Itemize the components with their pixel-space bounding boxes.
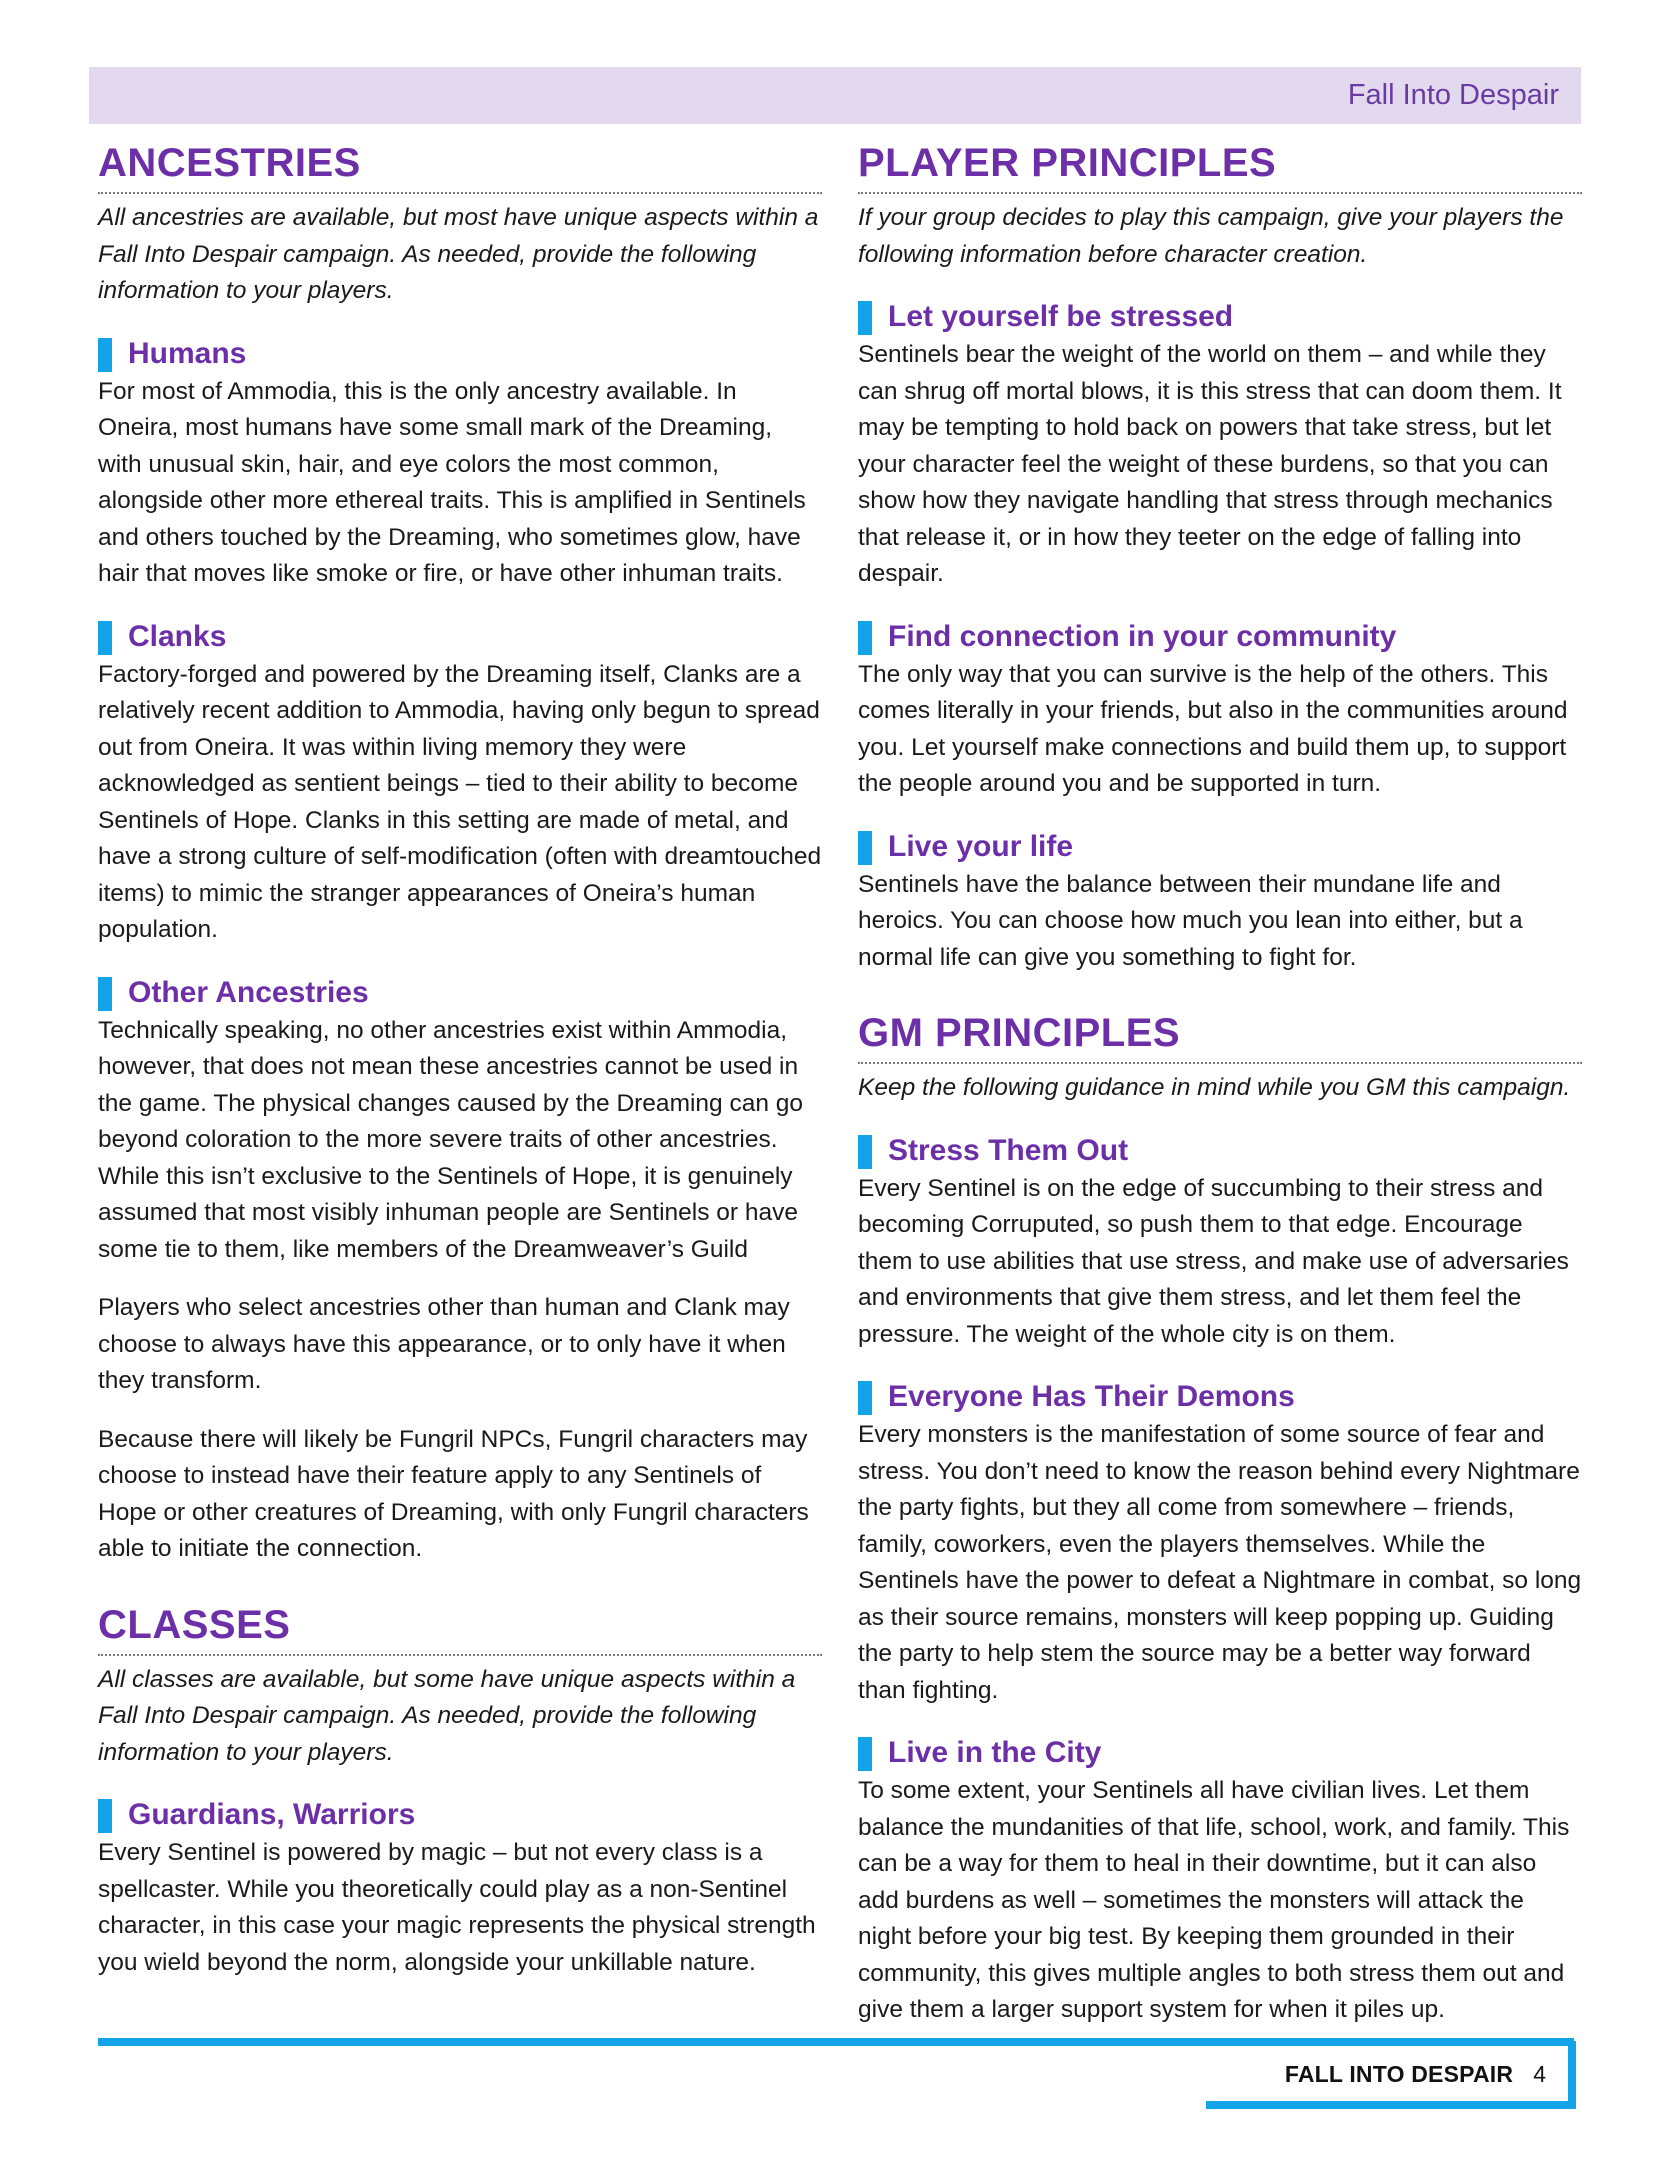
classes-heading: CLASSES [98,1598,822,1656]
heading-bar [858,1381,872,1415]
live-city-body: To some extent, your Sentinels all have civilian lives. Let them balance the mundanities of that life, school, work, and family. This can be a way for them to heal in their downtime, but it can also add burdens as well – sometimes the monsters will attack the night before your big test. By keeping them grounded in their community, this gives multiple angles to both stress them out and give them a larger support system for when it piles up. [858,1777,1570,2023]
other-ancestries-body-1: Technically speaking, no other ancestries exist within Ammodia, however, that does not mean these ancestries cannot be used in the game. The physical changes caused by the Dreaming can go beyond coloration to the more severe traits of other ancestries. While this isn’t exclusive to the Sentinels of Hope, it is genuinely assumed that most visibly inhuman people are Sentinels or have some tie to them, like members of the Dreamweaver’s Guild [98,1016,804,1263]
humans-heading [98,334,822,374]
right-column [858,136,1582,2029]
live-life-body: Sentinels have the balance between their mundane life and heroics. You can choose how much you lean into either, but a normal life can give you something to fight for. [858,870,1523,971]
ancestries-heading: ANCESTRIES [98,136,822,194]
stress-them-out-body: Every Sentinel is on the edge of succumbing to their stress and becoming Corruputed, so push them to that edge. Encourage them to use abilities that use stress, and make use of adversaries and environments that give them stress, and let them feel the pressure. The weight of the whole city is on them. [858,1174,1569,1348]
demons-body: Every monsters is the manifestation of some source of fear and stress. You don’t need to know the reason behind every Nightmare the party fights, but they all come from somewhere – friends, family, coworkers, even the players themselves. While the Sentinels have the power to defeat a Nightmare in combat, so long as their source remains, monsters will keep popping up. Guiding the party to help stem the source may be a better way forward than fighting. [858,1421,1582,1704]
heading-bar [858,1135,872,1169]
classes-intro: All classes are available, but some have unique aspects within a Fall Into Despair campaign. As needed, provide the following information to your players. [98,1665,796,1766]
other-ancestries-heading [98,973,822,1013]
heading-bar [858,1737,872,1771]
heading-bar [858,301,872,335]
clanks-body: Factory-forged and powered by the Dreaming itself, Clanks are a relatively recent addition to Ammodia, having only begun to spread out from Oneira. It was within living memory they were acknowledged as sentient beings – tied to their ability to become Sentinels of Hope. Clanks in this setting are made of metal, and have a strong culture of self-modification (often with dreamtouched items) to mimic the stranger appearances of Oneira’s human population. [98,660,822,943]
heading-bar [98,621,112,655]
gm-principles-intro: Keep the following guidance in mind while you GM this campaign. [858,1074,1571,1101]
player-principles-heading: PLAYER PRINCIPLES [858,136,1582,194]
other-ancestries-body-3: Because there will likely be Fungril NPCs, Fungril characters may choose to instead have their feature apply to any Sentinels of Hope or other creatures of Dreaming, with only Fungril characters able to initiate the connection. [98,1425,809,1562]
demons-heading [858,1377,1582,1417]
demons-heading-text: Everyone Has Their Demons [888,1380,1295,1413]
stressed-heading [858,297,1582,337]
other-ancestries-body-2: Players who select ancestries other than human and Clank may choose to always have this appearance, or to only have it when they transform. [98,1294,790,1394]
clanks-heading [98,617,822,657]
clanks-heading-text: Clanks [128,619,227,653]
stress-them-out-heading [858,1131,1582,1171]
guardians-heading [98,1795,822,1835]
gm-principles-heading: GM PRINCIPLES [858,1006,1582,1064]
heading-bar [98,338,112,372]
stress-them-out-heading-text: Stress Them Out [888,1133,1129,1167]
player-principles-intro: If your group decides to play this campaign, give your players the following information before character creation. [858,204,1564,268]
live-life-heading [858,827,1582,867]
stressed-heading-text: Let yourself be stressed [888,300,1234,333]
connection-body: The only way that you can survive is the help of the others. This comes literally in your friends, but also in the communities around you. Let yourself make connections and build them up, to support the people around you and be supported in turn. [858,660,1568,797]
header-band [89,67,1581,124]
footer-box [1206,2041,1576,2109]
guardians-body: Every Sentinel is powered by magic – but not every class is a spellcaster. While you theoretically could play as a non-Sentinel character, in this case your magic represents the physical strength you wield beyond the norm, alongside your unkillable nature. [98,1839,816,1976]
stressed-body: Sentinels bear the weight of the world on them – and while they can shrug off mortal blows, it is this stress that can doom them. It may be tempting to hold back on powers that take stress, but let your character feel the weight of these burdens, so that you can show how they navigate handling that stress through mechanics that release it, or in how they teeter on the edge of falling into despair. [858,341,1562,587]
footer-title: FALL INTO DESPAIR [1284,2061,1514,2087]
guardians-heading-text: Guardians, Warriors [128,1798,416,1831]
connection-heading-text: Find connection in your community [888,619,1397,653]
ancestries-intro: All ancestries are available, but most have unique aspects within a Fall Into Despair campaign. As needed, provide the following information to your players. [98,204,819,304]
page-number: 4 [1533,2061,1546,2087]
running-header: Fall Into Despair [1347,79,1559,111]
footer [1285,2061,1546,2088]
heading-bar [98,977,112,1011]
connection-heading [858,617,1582,657]
humans-body: For most of Ammodia, this is the only ancestry available. In Oneira, most humans have some small mark of the Dreaming, with unusual skin, hair, and eye colors the most common, alongside other more ethereal traits. This is amplified in Sentinels and others touched by the Dreaming, who sometimes glow, have hair that moves like smoke or fire, or have other inhuman traits. [98,377,806,587]
live-city-heading-text: Live in the City [888,1736,1102,1769]
live-life-heading-text: Live your life [888,829,1074,863]
humans-heading-text: Humans [128,336,247,370]
other-ancestries-heading-text: Other Ancestries [128,975,369,1009]
live-city-heading [858,1733,1582,1773]
heading-bar [98,1799,112,1833]
left-column [98,136,822,1981]
heading-bar [858,831,872,865]
heading-bar [858,621,872,655]
